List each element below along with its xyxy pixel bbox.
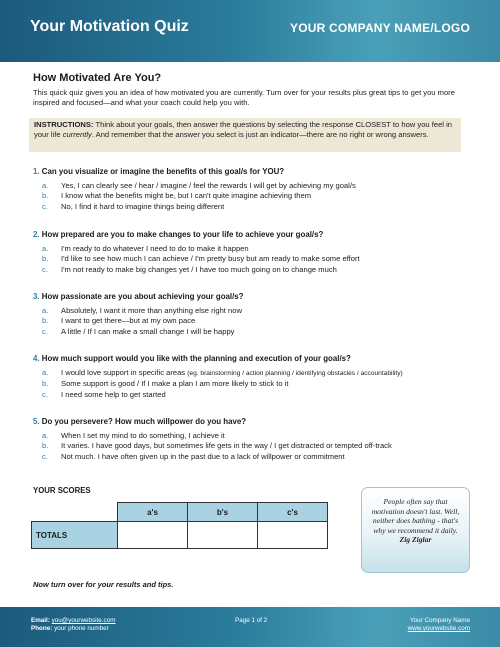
- answer-note: (eg. brainstorming / action planning / identifying obstacles / accountability): [187, 370, 403, 377]
- phone-number: your phone number: [54, 625, 109, 632]
- answer-option[interactable]: [33, 441, 467, 451]
- answer-option[interactable]: [33, 254, 467, 264]
- answer-letter: a.: [42, 368, 49, 377]
- scores-corner-cell: [32, 503, 118, 522]
- answer-option[interactable]: [33, 431, 467, 441]
- question-title: [33, 353, 467, 364]
- total-c-cell[interactable]: [258, 522, 328, 549]
- answer-list: [33, 244, 467, 275]
- answer-text: Some support is good / If I make a plan I am more likely to stick to it: [61, 379, 289, 389]
- answer-list: [33, 306, 467, 337]
- instructions-label: INSTRUCTIONS:: [34, 120, 94, 129]
- answer-text: I would love support in specific areas: [61, 368, 188, 377]
- instructions-italic: currently: [62, 130, 92, 139]
- answer-option[interactable]: [33, 452, 467, 462]
- turnover-note: Now turn over for your results and tips.: [33, 580, 174, 589]
- phone-label: Phone:: [31, 625, 53, 632]
- answer-letter: b.: [42, 441, 49, 451]
- answer-letter: b.: [42, 191, 49, 201]
- answer-text: When I set my mind to do something, I achieve it: [61, 431, 225, 440]
- scores-table: [31, 502, 328, 549]
- answer-text: I need some help to get started: [61, 389, 166, 399]
- answer-option[interactable]: [33, 181, 467, 191]
- page-number: Page 1 of 2: [235, 617, 268, 624]
- answer-option[interactable]: [33, 316, 467, 326]
- answer-option[interactable]: [33, 191, 467, 201]
- question-title: [33, 229, 467, 240]
- answer-text: Yes, I can clearly see / hear / imagine / feel the rewards I will get by achieving my goal/s: [61, 181, 356, 190]
- page-title: How Motivated Are You?: [33, 72, 162, 84]
- answer-text: Absolutely, I want it more than anything else right now: [61, 306, 242, 315]
- answer-text: No, I find it hard to imagine things being different: [61, 201, 225, 211]
- question-text: Do you persevere? How much willpower do you have?: [41, 417, 247, 426]
- answer-text: I'd like to see how much I can achieve / I'm pretty busy but am ready to make some effort: [61, 254, 360, 264]
- answer-text: A little / If I can make a small change I will be happy: [61, 326, 235, 336]
- instructions-box: [29, 118, 461, 152]
- answer-letter: a.: [42, 181, 49, 190]
- answer-letter: a.: [42, 244, 49, 253]
- answer-text: I know what the benefits might be, but I can't quite imagine achieving them: [61, 191, 312, 201]
- footer-contact: [31, 617, 115, 633]
- answer-letter: a.: [42, 306, 49, 315]
- total-a-cell[interactable]: [118, 522, 188, 549]
- question-4: [33, 353, 467, 400]
- answer-option[interactable]: [33, 306, 467, 316]
- question-number: 5.: [33, 417, 40, 426]
- answer-option[interactable]: [33, 368, 467, 379]
- question-5: [33, 416, 467, 462]
- answer-option[interactable]: [33, 202, 467, 212]
- footer-company: [408, 617, 470, 633]
- question-text: Can you visualize or imagine the benefits of this goal/s for YOU?: [41, 167, 285, 176]
- answer-letter: b.: [42, 254, 49, 264]
- company-logo-placeholder: YOUR COMPANY NAME/LOGO: [290, 21, 470, 35]
- scores-header-row: [32, 503, 328, 522]
- scores-totals-row: [32, 522, 328, 549]
- instructions-text-1: Think about your goals, then answer the questions by selecting the response CLOSEST to how you feel in your life: [34, 120, 453, 139]
- answer-text: It varies. I have good days, but sometimes life gets in the way / I get distracted or tempted off-track: [61, 441, 392, 451]
- answer-option[interactable]: [33, 265, 467, 275]
- question-text: How much support would you like with the planning and execution of your goal/s?: [41, 354, 351, 363]
- question-number: 1.: [33, 167, 40, 176]
- question-text: How prepared are you to make changes to your life to achieve your goal/s?: [41, 230, 324, 239]
- footer-company-name: Your Company Name: [410, 617, 470, 624]
- answer-text: Not much. I have often given up in the past due to a lack of willpower or commitment: [61, 451, 345, 461]
- quote-box: [361, 487, 470, 573]
- answer-option[interactable]: [33, 327, 467, 337]
- answer-letter: b.: [42, 316, 49, 326]
- answer-list: [33, 368, 467, 400]
- totals-label: TOTALS: [32, 522, 118, 549]
- answer-text: I'm ready to do whatever I need to do to make it happen: [61, 244, 249, 253]
- scores-heading: YOUR SCORES: [33, 486, 91, 495]
- question-1: [33, 166, 467, 212]
- email-label: Email:: [31, 617, 50, 624]
- answer-list: [33, 431, 467, 462]
- question-text: How passionate are you about achieving your goal/s?: [41, 292, 244, 301]
- answer-letter: c.: [42, 326, 48, 336]
- quote-author: Zig Ziglar: [399, 535, 432, 545]
- question-title: [33, 291, 467, 302]
- answer-letter: b.: [42, 379, 49, 389]
- answer-list: [33, 181, 467, 212]
- answer-text: I'm not ready to make big changes yet / I have too much going on to change much: [61, 264, 337, 274]
- website-link[interactable]: www.yourwebsite.com: [407, 625, 470, 632]
- instructions-text-2: . And remember that the answer you select is just an indicator—there are no right or wrong answers.: [91, 130, 429, 139]
- answer-text: I want to get there—but at my own pace: [61, 316, 196, 326]
- scores-header-a: a's: [118, 503, 188, 522]
- question-2: [33, 229, 467, 275]
- answer-option[interactable]: [33, 379, 467, 389]
- scores-header-b: b's: [188, 503, 258, 522]
- intro-text: This quick quiz gives you an idea of how motivated you are currently. Turn over for your results plus great tips to get you more inspired and focused—and what your coach could help you with.: [33, 88, 455, 107]
- quote-text: People often say that motivation doesn't last. Well, neither does bathing - that's why we recommend it daily.: [371, 497, 460, 535]
- total-b-cell[interactable]: [188, 522, 258, 549]
- footer-banner: [0, 607, 500, 647]
- question-title: [33, 166, 467, 177]
- answer-letter: c.: [42, 264, 48, 274]
- scores-header-c: c's: [258, 503, 328, 522]
- answer-letter: c.: [42, 451, 48, 461]
- answer-option[interactable]: [33, 244, 467, 254]
- question-3: [33, 291, 467, 337]
- question-title: [33, 416, 467, 427]
- answer-letter: a.: [42, 431, 49, 440]
- quiz-title: Your Motivation Quiz: [30, 18, 189, 35]
- question-number: 4.: [33, 354, 40, 363]
- email-link[interactable]: you@yourwebsite.com: [51, 617, 116, 624]
- question-number: 2.: [33, 230, 40, 239]
- header-banner: [0, 0, 500, 62]
- question-number: 3.: [33, 292, 40, 301]
- answer-letter: c.: [42, 389, 48, 399]
- answer-option[interactable]: [33, 390, 467, 400]
- answer-letter: c.: [42, 201, 48, 211]
